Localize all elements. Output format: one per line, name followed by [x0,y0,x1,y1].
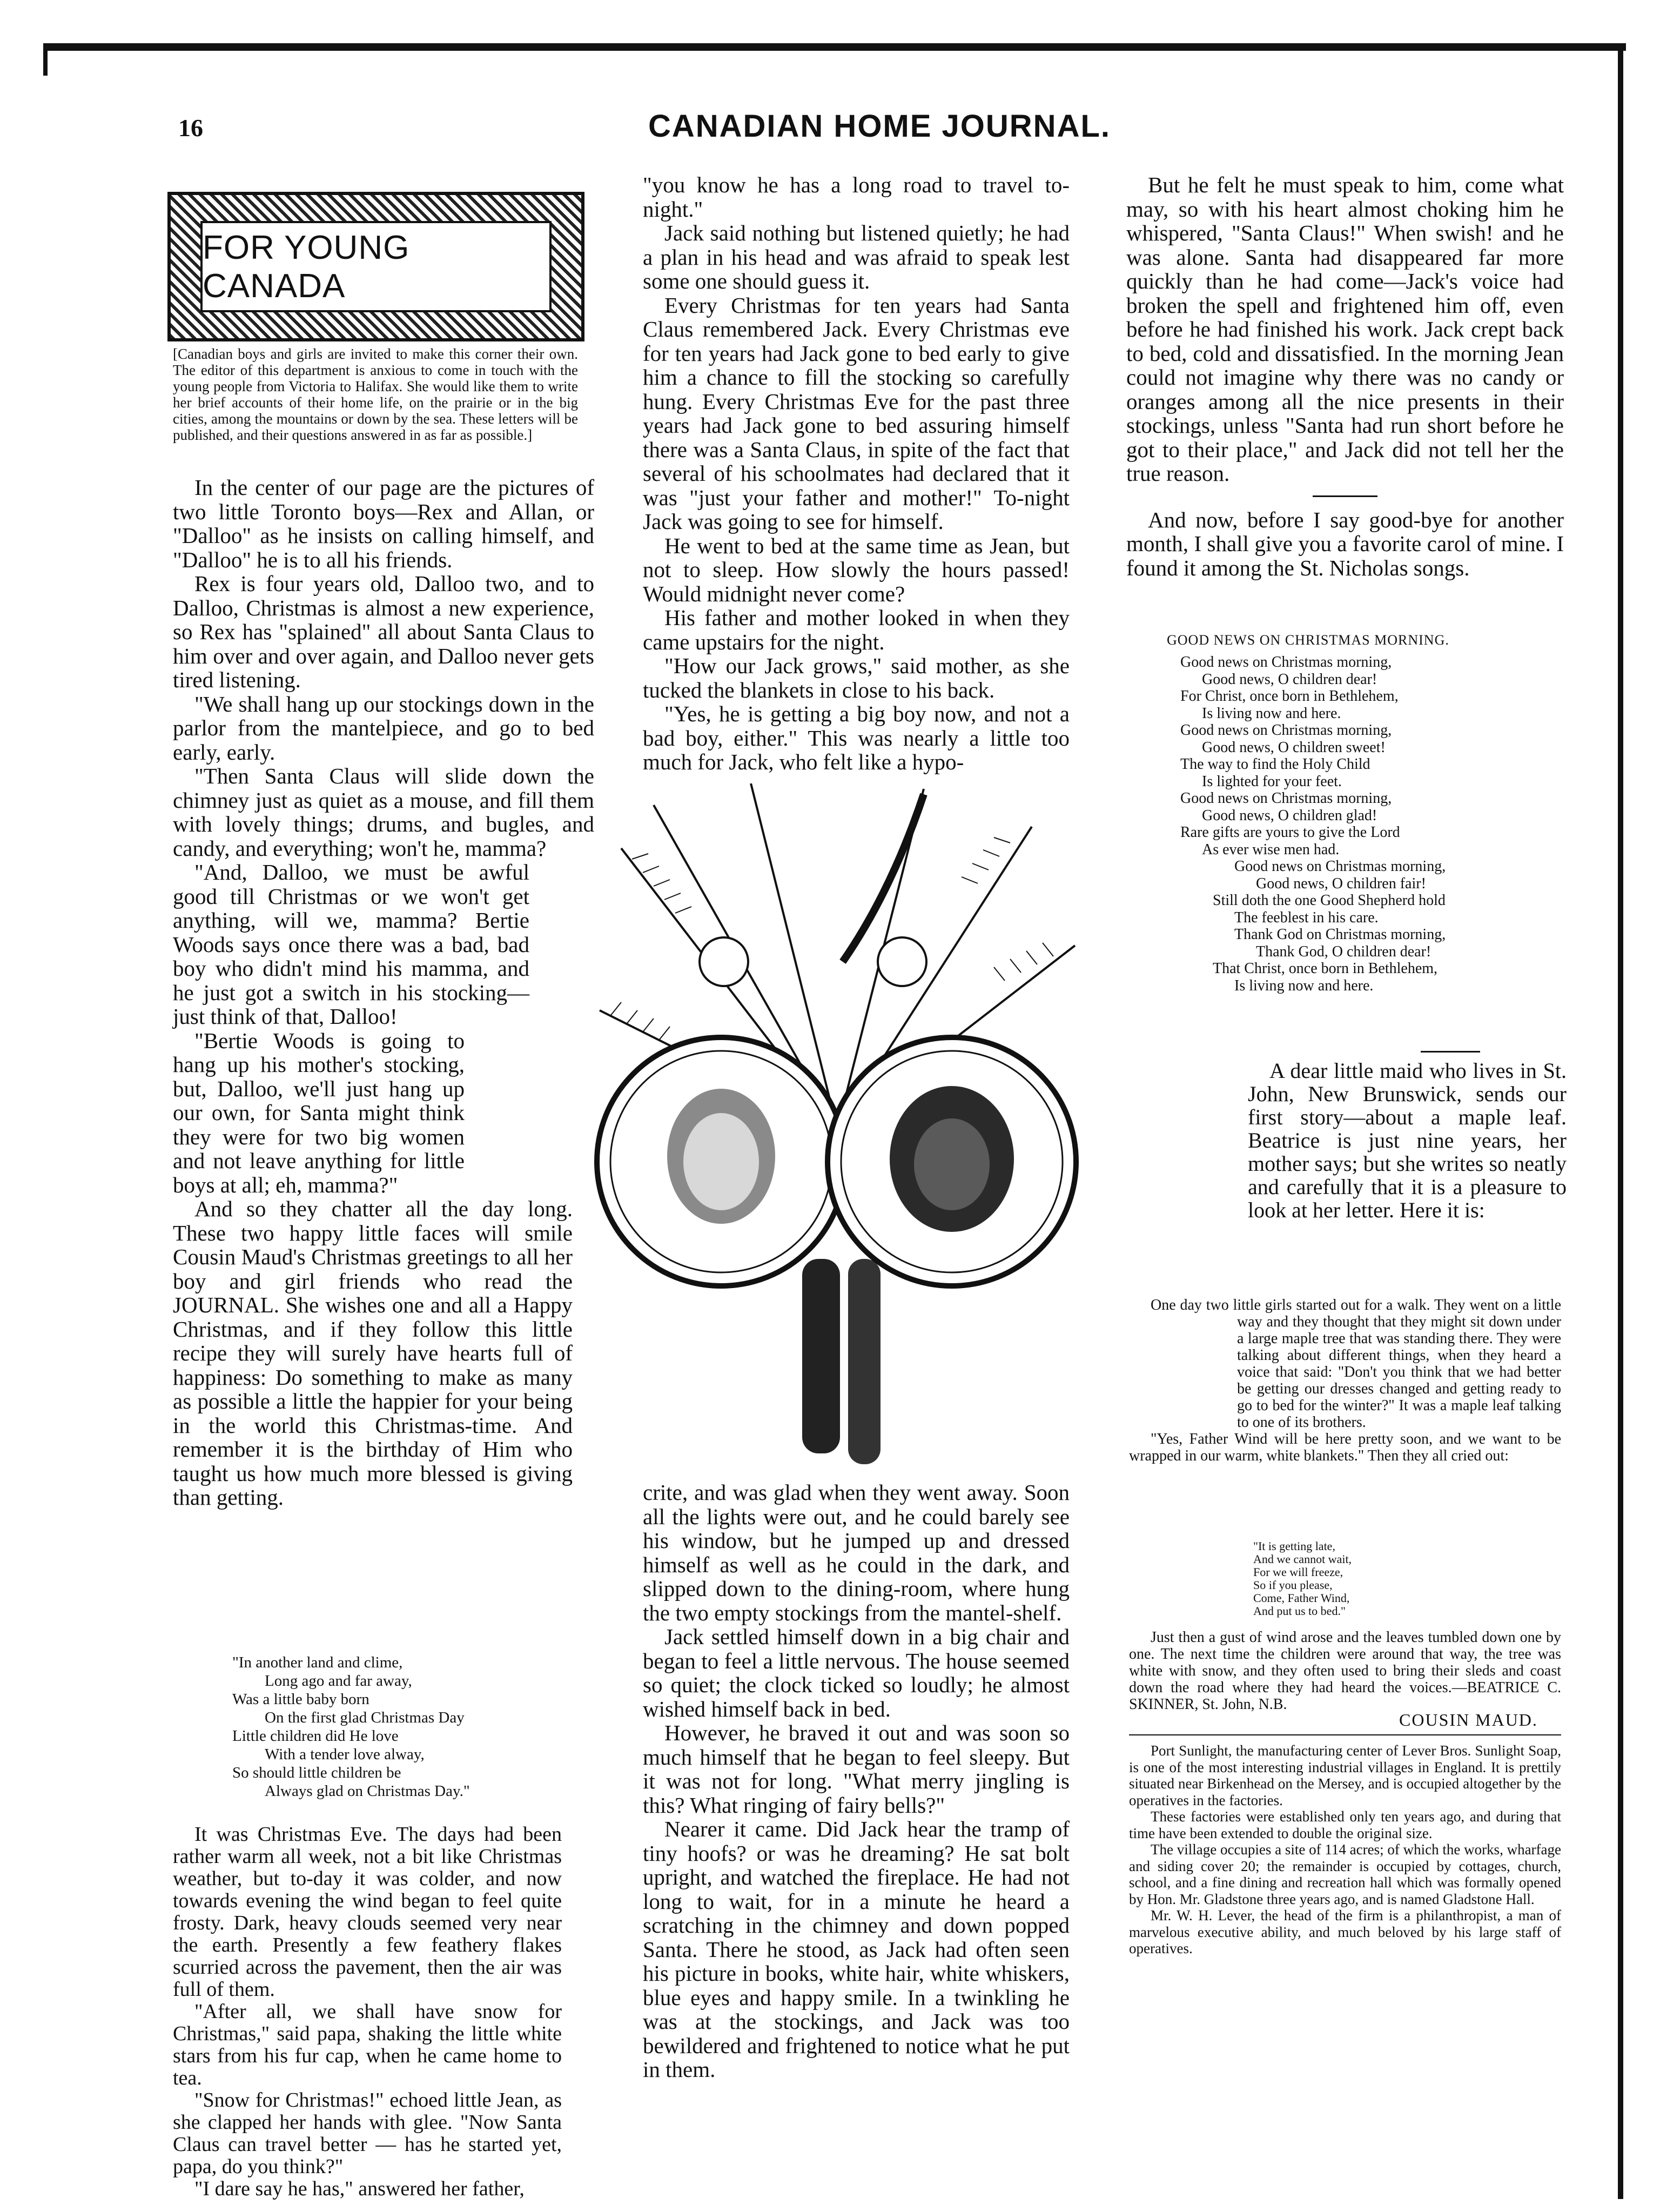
paragraph: And now, before I say good-bye for another month, I shall give you a favorite carol of mine. I found it among the St. Nicholas songs. [1126,507,1564,580]
paragraph: A dear little maid who lives in St. John, New Brunswick, sends our first story—about a maple leaf. Beatrice is just nine years, her mother says; but she writes so neatly and carefully that it is a pleasure to look at her letter. Here it is: [1248,1058,1567,1222]
column-2-bottom [643,1480,1070,2082]
christmas-portrait-illustration [589,783,1086,1486]
maple-leaf-letter [1129,1297,1561,1464]
story-part-1 [173,1824,562,2200]
poem-line: Always glad on Christmas Day." [265,1782,470,1800]
carol-line: Still doth the one Good Shepherd hold [1213,892,1446,909]
letter-ending [1129,1629,1561,1713]
carol-line: Is lighted for your feet. [1202,773,1342,790]
paragraph: The village occupies a site of 114 acres; of which the works, wharfage and siding cover 20; the remainder is occupied by cottages, church, school, and a fine dining and recreation hall which was formally opened by Hon. Mr. Gladstone three years ago, and is named Gladstone Hall. [1129,1841,1561,1907]
carol-line: Good news on Christmas morning, [1234,858,1446,875]
carol-line: Is living now and here. [1202,705,1341,722]
carol-line: Good news, O children sweet! [1202,739,1386,756]
page-number: 16 [178,114,203,142]
paragraph: He went to bed at the same time as Jean, but not to sleep. How slowly the hours passed! Would midnight never come? [643,533,1070,606]
paragraph: Mr. W. H. Lever, the head of the firm is a philanthropist, a man of marvelous executive ability, and much beloved by his large staff of operatives. [1129,1907,1561,1956]
christmas-poem [232,1653,578,1800]
carol-line: Is living now and here. [1234,977,1374,994]
carol-line: For Christ, once born in Bethlehem, [1180,688,1399,705]
paragraph: "Yes, Father Wind will be here pretty soon, and we want to be wrapped in our warm, white blankets." Then they all cried out: [1129,1431,1561,1464]
poem-line: Come, Father Wind, [1253,1591,1350,1605]
divider [1313,495,1377,497]
port-sunlight-article [1129,1742,1561,1957]
carol-line: Good news on Christmas morning, [1180,722,1392,739]
poem-line: Little children did He love [232,1727,399,1745]
right-border [1618,43,1623,2199]
left-border [43,43,48,76]
column-title: FOR YOUNG CANADA [200,221,552,312]
column-title-frame [167,192,584,341]
journal-title: CANADIAN HOME JOURNAL. [648,109,1111,144]
paragraph: "Snow for Christmas!" echoed little Jean, as she clapped her hands with glee. "Now Santa Claus can travel better — has he started yet, papa, do you think?" [173,2089,562,2178]
carol-line: Good news on Christmas morning, [1180,790,1392,807]
column-1 [173,475,594,1510]
carol-line: Good news, O children glad! [1202,807,1377,824]
paragraph: In the center of our page are the pictures of two little Toronto boys—Rex and Allan, or "Dalloo" as he insists on calling himself, and "Dalloo" he is to all his friends. [173,475,594,572]
top-border [43,43,1626,51]
paragraph: Jack said nothing but listened quietly; he had a plan in his head and was afraid to speak lest some one should guess it. [643,220,1070,293]
poem-line: And put us to bed." [1253,1604,1346,1618]
poem-line: "In another land and clime, [232,1654,403,1671]
poem-line: "It is getting late, [1253,1539,1335,1553]
signature: COUSIN MAUD. [1399,1710,1538,1730]
paragraph: It was Christmas Eve. The days had been rather warm all week, not a bit like Christmas weather, but to-day it was colder, and now towards evening the wind began to feel quite frosty. Dark, heavy clouds seemed very near the earth. Presently a few feathery flakes scurried across the pavement, then the air was full of them. [173,1823,562,2001]
paragraph: "And, Dalloo, we must be awful good till Christmas or we won't get anything, will we, mamma? Bertie Woods says once there was a bad, bad boy who didn't mind his mamma, and he just got a switch in his stocking—just think of that, Dalloo! [173,860,529,1029]
poem-line: Long ago and far away, [265,1672,412,1690]
poem-line: For we will freeze, [1253,1565,1343,1579]
column-3-top [1126,173,1564,580]
paragraph: "Yes, he is getting a big boy now, and not a bad boy, either." This was nearly a little too much for Jack, who felt like a hypo- [643,701,1070,774]
letter-intro [1248,1059,1567,1222]
leaf-poem [1253,1540,1469,1618]
carol [1180,654,1558,994]
paragraph: Jack settled himself down in a big chair and began to feel a little nervous. The house seemed so quiet; the clock ticked so loudly; he almost wished himself back in bed. [643,1624,1070,1721]
paragraph: These factories were established only ten years ago, and during that time have been extended to double the original size. [1129,1808,1561,1841]
poem-line: And we cannot wait, [1253,1552,1352,1566]
paragraph: And so they chatter all the day long. These two happy little faces will smile Cousin Maud's Christmas greetings to all her boy and girl friends who read the JOURNAL. She wishes one and all a Happy Christmas, and if they follow this little recipe they will surely have hearts full of happiness: Do something to make as many as possible a little the happier for your being in the world this Christmas-time. And remember it is the birthday of Him who taught us how much more blessed is giving than getting. [173,1196,573,1510]
paragraph: One day two little girls started out for a walk. They went on a little way and they thought that they might sit down under a large maple tree that was standing there. They were talking about different things, when they heard a voice that said: "Don't you think that we had better be getting our dresses changed and getting ready to go to bed for the winter?" It was a maple leaf talking to one of its brothers. [1151,1297,1561,1431]
paragraph: "Then Santa Claus will slide down the chimney just as quiet as a mouse, and fill them with lovely things; drums, and bugles, and candy, and everything; won't he, mamma? [173,763,594,861]
column-2-top [643,173,1070,774]
poem-line: So should little children be [232,1764,401,1781]
paragraph: Nearer it came. Did Jack hear the tramp of tiny hoofs? or was he dreaming? He sat bolt upright, and watched the fireplace. He had not long to wait, for in a minute he heard a scratching in the chimney and down popped Santa. There he stood, as Jack had often seen his picture in books, white hair, white whiskers, blue eyes and happy smile. In a twinkling he was at the stockings, and Jack was too bewildered and frightened to notice what he put in them. [643,1816,1070,2082]
carol-line: That Christ, once born in Bethlehem, [1213,960,1438,977]
carol-line: The way to find the Holy Child [1180,756,1370,773]
carol-line: Good news, O children dear! [1202,671,1377,688]
paragraph: "you know he has a long road to travel to-night." [643,172,1070,222]
paragraph: crite, and was glad when they went away. Soon all the lights were out, and he could barely see his window, but he jumped up and dressed himself as well as he could in the dark, and slipped down to the dining-room, where hung the two empty stockings from the mantel-shelf. [643,1480,1070,1625]
carol-line: Good news, O children fair! [1256,875,1426,892]
paragraph: Rex is four years old, Dalloo two, and to Dalloo, Christmas is almost a new experience, so Rex has "splained" all about Santa Claus to him over and over again, and Dalloo never gets tired listening. [173,571,594,692]
divider [1421,1051,1480,1053]
paragraph: "How our Jack grows," said mother, as she tucked the blankets in close to his back. [643,653,1070,702]
carol-line: Good news on Christmas morning, [1180,654,1392,671]
paragraph: His father and mother looked in when they came upstairs for the night. [643,605,1070,654]
carol-line: Thank God, O children dear! [1256,943,1432,960]
intro-note: [Canadian boys and girls are invited to make this corner their own. The editor of this department is anxious to come in touch with the young people from Victoria to Halifax. She would like them to write her brief accounts of their home life, on the prairie or in the big cities, among the mountains or down by the sea. These letters will be published, and their questions answered in as far as possible.] [173,346,578,443]
carol-title: GOOD NEWS ON CHRISTMAS MORNING. [1167,632,1449,648]
carol-line: The feeblest in his care. [1234,909,1379,926]
paragraph: However, he braved it out and was soon so much himself that he began to feel sleepy. But it was not for long. "What merry jingling is this? What ringing of fairy bells?" [643,1720,1070,1818]
paragraph: But he felt he must speak to him, come what may, so with his heart almost choking him he whispered, "Santa Claus!" When swish! and he was alone. Santa had disappeared far more quickly than he had come—Jack's voice had broken the spell and frightened him off, even before he had finished his work. Jack crept back to bed, cold and dissatisfied. In the morning Jean could not imagine why there was no candy or oranges among all the nice presents in their stockings, unless "Santa had run short before he got to their place," and Jack did not tell her the true reason. [1126,172,1564,486]
carol-line: As ever wise men had. [1202,841,1340,858]
paragraph: Port Sunlight, the manufacturing center of Lever Bros. Sunlight Soap, is one of the most interesting industrial villages in England. It is prettily situated near Birkenhead on the Mersey, and is occupied altogether by the operatives in the factories. [1129,1742,1561,1808]
divider [1129,1734,1561,1735]
paragraph: "After all, we shall have snow for Christmas," said papa, shaking the little white stars from his fur cap, when he came home to tea. [173,2000,562,2089]
poem-line: So if you please, [1253,1578,1333,1592]
paragraph: Every Christmas for ten years had Santa Claus remembered Jack. Every Christmas eve for ten years had Jack gone to bed early to give him a chance to fill the stocking so carefully hung. Every Christmas Eve for the past three years had Jack gone to bed assuring himself there was a Santa Claus, in spite of the fact that several of his schoolmates had declared that it was "just your father and mother!" To-night Jack was going to see for himself. [643,292,1070,534]
paragraph: "I dare say he has," answered her father, [194,2177,525,2200]
poem-line: Was a little baby born [232,1691,369,1708]
paragraph: Just then a gust of wind arose and the leaves tumbled down one by one. The next time the children were around that way, the tree was white with snow, and they often used to bring their sleds and coast down the road where they had heard the voices.—BEATRICE C. SKINNER, St. John, N.B. [1129,1629,1561,1713]
carol-line: Thank God on Christmas morning, [1234,926,1446,943]
poem-line: With a tender love alway, [265,1746,425,1763]
paragraph: "Bertie Woods is going to hang up his mother's stocking, but, Dalloo, we'll just hang up our own, for Santa might think they were for two big women and not leave anything for little boys at all; eh, mamma?" [173,1028,465,1197]
carol-line: Rare gifts are yours to give the Lord [1180,824,1400,841]
paragraph: "We shall hang up our stockings down in the parlor from the mantelpiece, and go to bed early, early. [173,691,594,765]
poem-line: On the first glad Christmas Day [265,1709,465,1726]
